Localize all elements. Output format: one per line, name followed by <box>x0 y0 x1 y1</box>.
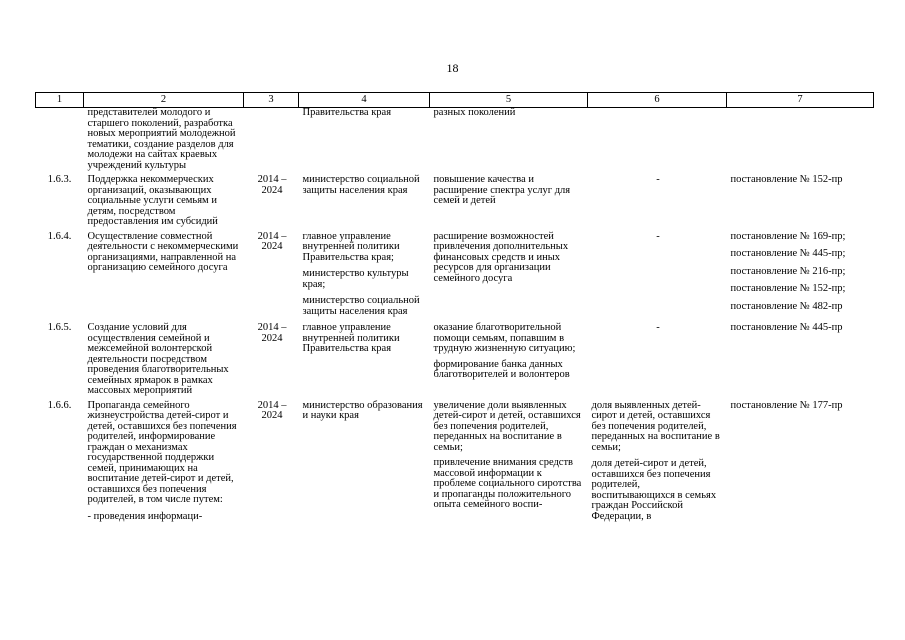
row-number: 1.6.3. <box>47 174 72 185</box>
result-text: формирование банка данных благотворителей и волонтеров <box>433 358 570 380</box>
executor-text: министерство образования и науки края <box>302 399 423 421</box>
measure-cell <box>84 401 244 527</box>
executor-cell <box>299 323 430 401</box>
column-header: 3 <box>244 93 299 108</box>
result-text: оказание благотворительной помощи семьям, попавшим в трудную жизненную ситуацию; <box>433 322 576 354</box>
measures-table <box>35 92 874 526</box>
measure-text: Пропаганда семейного жизнеустройства детей-сирот и детей, оставшихся без попечения родителей, информирование граждан о механизмах государственной поддержки семей, принимающих на воспитание детей-сирот и детей, оставшихся без попечения родителей, в том числе путем: <box>87 399 237 505</box>
act-text: постановление № 169-пр; <box>730 230 846 242</box>
result-text: расширение возможностей привлечения дополнительных финансовых средств и иных ресурсов для организации семейного досуга <box>433 230 569 284</box>
result-text: привлечение внимания средств массовой информации к проблеме социального сиротства и пропаганды положительного опыта семейного воспи- <box>433 457 582 510</box>
executor-text: министерство социальной защиты населения края <box>302 174 420 196</box>
period-cell: 2014 – 2024 <box>257 399 287 421</box>
act-text: постановление № 216-пр; <box>730 265 846 277</box>
result-cell <box>430 175 588 232</box>
measure-text: - проведения информаци- <box>87 510 203 522</box>
column-header: 4 <box>299 93 430 108</box>
act-text: постановление № 152-пр <box>730 174 843 185</box>
column-header: 7 <box>727 93 874 108</box>
act-text: постановление № 177-пр <box>730 399 843 411</box>
row-number: 1.6.4. <box>47 230 72 242</box>
measure-cell: Создание условий для осуществления семейной и межсемейной волонтерской деятельности посредством проведения благотворительных семейных ярмарок в рамках массовых мероприятий <box>87 322 229 396</box>
table-row <box>36 232 874 324</box>
period-cell: 2014 – 2024 <box>257 322 287 344</box>
column-header: 1 <box>36 93 84 108</box>
measure-cell: Поддержка некоммерческих организаций, оказывающих социальные услуги семьям и детям, посредством предоставления им субсидий <box>87 174 218 227</box>
executor-text: главное управление внутренней политики Правительства края; <box>302 230 400 263</box>
period-cell: 2014 – 2024 <box>257 230 287 252</box>
column-header: 2 <box>84 93 244 108</box>
indicator-text: доля выявленных детей-сирот и детей, оставшихся без попечения родителей, переданных на воспитание в семьи; <box>591 399 720 453</box>
result-cell <box>430 232 588 324</box>
row-number: 1.6.6. <box>47 399 72 411</box>
act-cell <box>727 175 874 232</box>
act-cell <box>727 232 874 324</box>
indicator-cell <box>588 175 727 232</box>
result-text: повышение качества и расширение спектра услуг для семей и детей <box>433 174 571 206</box>
executor-cell <box>299 232 430 324</box>
indicator-cell <box>588 323 727 401</box>
indicator-text: - <box>656 174 660 185</box>
executor-cell <box>299 401 430 527</box>
result-text: увеличение доли выявленных детей-сирот и детей, оставшихся без попечения родителей, переданных на воспитание в семьи; <box>433 399 581 453</box>
executor-cell: Правительства края <box>302 107 392 118</box>
executor-text: министерство культуры края; <box>302 268 409 290</box>
act-text: постановление № 445-пр; <box>730 248 846 259</box>
measure-cell: Осуществление совместной деятельности с некоммерческими организациями, направленной на организацию семейного досуга <box>87 230 239 273</box>
measure-cell: представителей молодого и старшего поколений, разработка новых мероприятий молодежной тематики, создание разделов для молодежи на сайтах краевых учреждений культуры <box>87 107 236 171</box>
period-cell: 2014 – 2024 <box>257 174 287 196</box>
column-header: 5 <box>430 93 588 108</box>
page-number: 18 <box>446 61 459 75</box>
result-cell <box>430 323 588 401</box>
table-row-continuation <box>36 108 874 176</box>
column-header: 6 <box>588 93 727 108</box>
executor-cell <box>299 175 430 232</box>
table-row <box>36 175 874 232</box>
result-cell: разных поколений <box>433 107 516 118</box>
indicator-text: - <box>656 230 660 242</box>
act-cell <box>727 323 874 401</box>
row-number: 1.6.5. <box>47 322 72 333</box>
executor-text: главное управление внутренней политики Правительства края <box>302 322 400 354</box>
table-row <box>36 401 874 527</box>
act-text: постановление № 152-пр; <box>730 283 846 294</box>
table-header-row <box>36 93 874 108</box>
act-text: постановление № 482-пр <box>730 300 843 312</box>
result-cell <box>430 401 588 527</box>
indicator-text: - <box>656 322 660 333</box>
indicator-text: доля детей-сирот и детей, оставшихся без попечения родителей, воспитывающихся в семьях граждан Российской Федерации, в <box>591 458 717 522</box>
indicator-cell <box>588 232 727 324</box>
act-text: постановление № 445-пр <box>730 322 843 333</box>
act-cell <box>727 401 874 527</box>
table-row <box>36 323 874 401</box>
executor-text: министерство социальной защиты населения края <box>302 295 420 317</box>
indicator-cell <box>588 401 727 527</box>
